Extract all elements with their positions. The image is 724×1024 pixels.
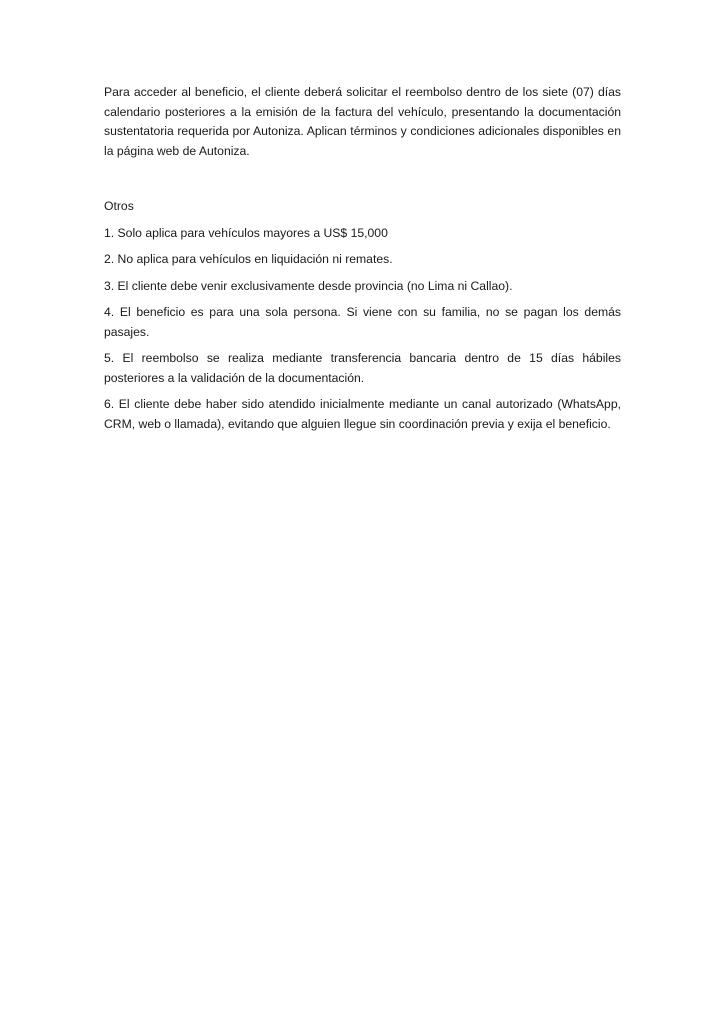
section-heading-otros: Otros — [104, 199, 134, 213]
list-item-5: 5. El reembolso se realiza mediante transferencia bancaria dentro de 15 días hábiles posteriores a la validación de la documentación. — [104, 351, 621, 385]
list-item-1: 1. Solo aplica para vehículos mayores a US$ 15,000 — [104, 225, 388, 240]
list-item-4: 4. El beneficio es para una sola persona. Si viene con su familia, no se pagan los demás pasajes. — [104, 305, 621, 339]
intro-paragraph: Para acceder al beneficio, el cliente deberá solicitar el reembolso dentro de los siete (07) días calendario posteriores a la emisión de la factura del vehículo, presentando la documentación sustentatoria requerida por Autoniza. Aplican términos y condiciones adicionales disponibles en la página web de Autoniza. — [104, 85, 621, 158]
list-item-3: 3. El cliente debe venir exclusivamente desde provincia (no Lima ni Callao). — [104, 278, 513, 293]
list-item-6: 6. El cliente debe haber sido atendido inicialmente mediante un canal autorizado (WhatsApp, CRM, web o llamada), evitando que alguien llegue sin coordinación previa y exija el beneficio. — [104, 397, 621, 431]
list-item-2: 2. No aplica para vehículos en liquidación ni remates. — [104, 252, 393, 266]
document-body — [104, 83, 621, 434]
